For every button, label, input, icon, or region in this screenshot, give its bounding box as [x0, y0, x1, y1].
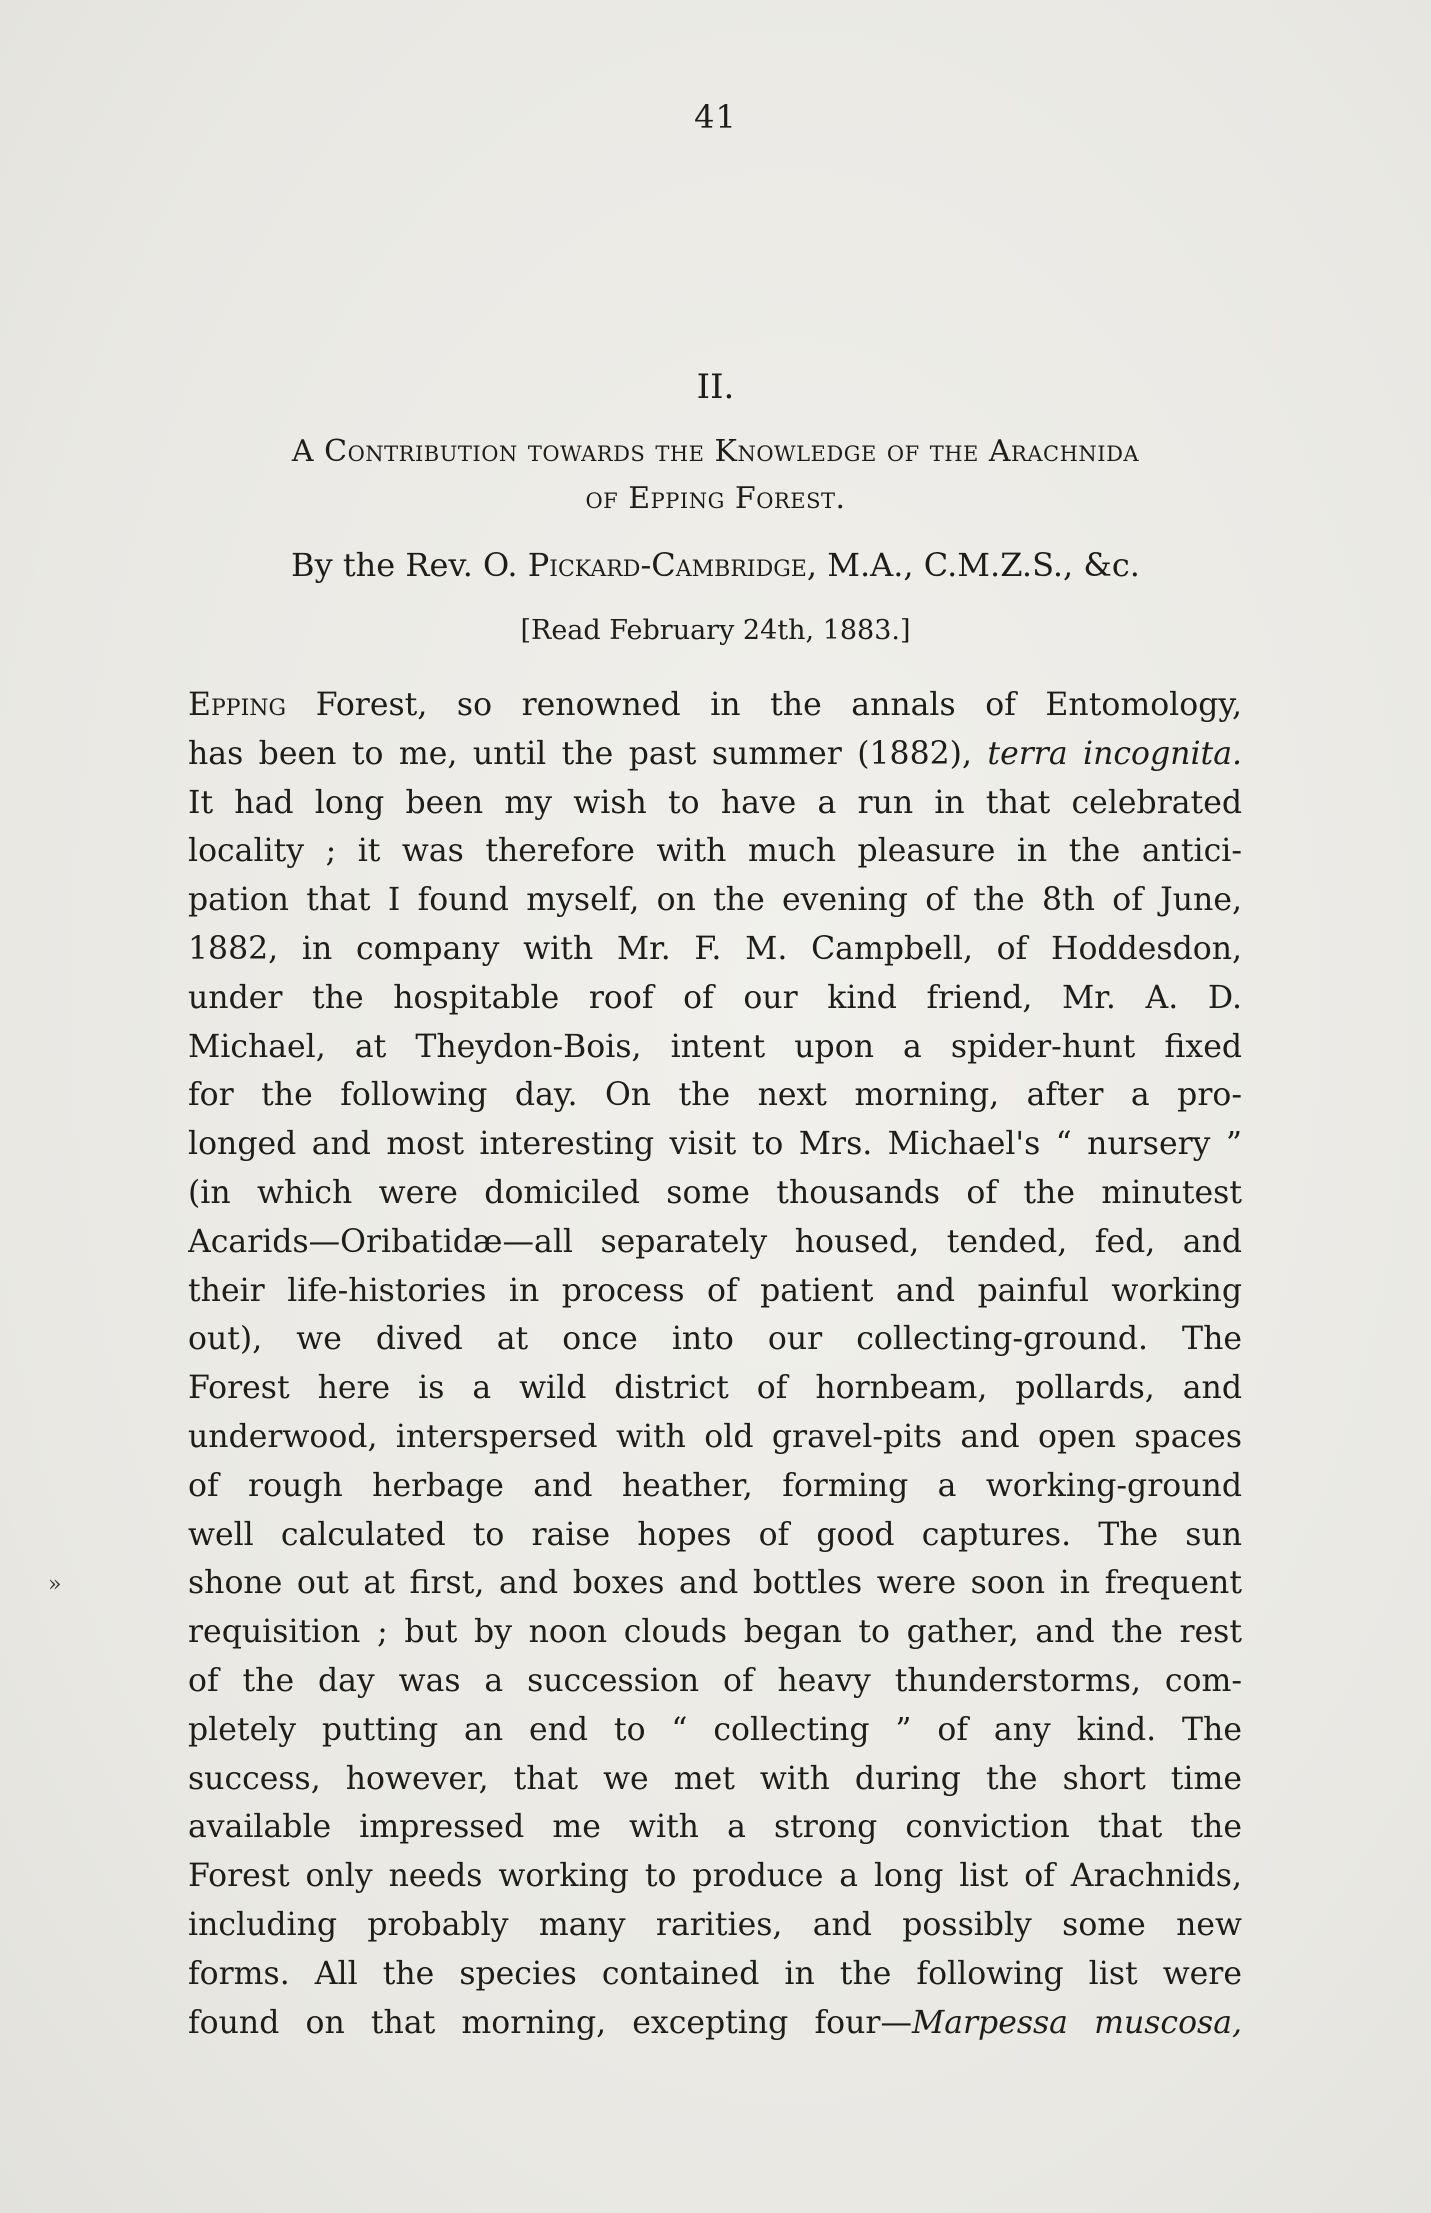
body-line: (in which were domiciled some thousands of the minutest	[188, 1174, 1242, 1211]
body-line: Forest here is a wild district of hornbeam, pollards, and	[188, 1370, 1242, 1407]
author-line	[0, 546, 1431, 584]
body-line: well calculated to raise hopes of good captures. The sun	[188, 1516, 1242, 1553]
body-line-text: Forest, so renowned in the annals of Entomology,	[286, 687, 1242, 723]
body-line: locality ; it was therefore with much pleasure in the antici-	[188, 833, 1242, 870]
read-date: [Read February 24th, 1883.]	[520, 615, 911, 646]
body-line: Forest only needs working to produce a long list of Arachnids,	[188, 1858, 1242, 1895]
author-name: Pickard-Cambridge	[527, 546, 807, 584]
body-line: of rough herbage and heather, forming a working-ground	[188, 1467, 1242, 1504]
body-line: underwood, interspersed with old gravel-pits and open spaces	[188, 1418, 1242, 1455]
body-line: Acarids—Oribatidæ—all separately housed, tended, fed, and	[188, 1223, 1242, 1260]
author-suffix: , M.A., C.M.Z.S., &c.	[806, 546, 1140, 584]
margin-mark: »	[48, 1572, 62, 1597]
body-line: longed and most interesting visit to Mrs. Michael's “ nursery ”	[188, 1126, 1242, 1163]
body-line: requisition ; but by noon clouds began to gather, and the rest	[188, 1614, 1242, 1651]
page-number: 41	[694, 98, 737, 136]
article-title-line-1: A Contribution towards the Knowledge of the Arachnida	[291, 434, 1140, 469]
drop-lead-word: Epping	[188, 687, 287, 723]
body-line: pation that I found myself, on the evening of the 8th of June,	[188, 882, 1242, 919]
body-line: shone out at first, and boxes and bottles were soon in frequent	[188, 1565, 1242, 1602]
body-line	[188, 681, 1242, 730]
body-line: forms. All the species contained in the following list were	[188, 1955, 1242, 1992]
body-line: under the hospitable roof of our kind friend, Mr. A. D.	[188, 979, 1242, 1016]
body-line: including probably many rarities, and possibly some new	[188, 1906, 1242, 1943]
body-line-text: has been to me, until the past summer (1882),	[188, 735, 988, 772]
body-line: for the following day. On the next morning, after a pro-	[188, 1077, 1242, 1114]
body-line: out), we dived at once into our collecting-ground. The	[188, 1321, 1242, 1358]
body-line	[188, 730, 1242, 779]
body-paragraph	[188, 681, 1242, 2047]
body-line: available impressed me with a strong conviction that the	[188, 1809, 1242, 1846]
author-prefix: By the Rev. O.	[291, 546, 528, 584]
body-line: Michael, at Theydon-Bois, intent upon a spider-hunt fixed	[188, 1028, 1242, 1065]
italic-phrase: terra incognita.	[987, 735, 1242, 772]
body-line: success, however, that we met with during the short time	[188, 1760, 1242, 1797]
article-title-line-2: of Epping Forest.	[585, 481, 846, 516]
section-numeral: II.	[696, 367, 735, 407]
body-line	[188, 1999, 1242, 2048]
body-line-text: found on that morning, excepting four—	[188, 2004, 912, 2041]
body-line: It had long been my wish to have a run in that celebrated	[188, 784, 1242, 821]
italic-species-name: Marpessa muscosa,	[911, 2004, 1242, 2041]
body-line: of the day was a succession of heavy thunderstorms, com-	[188, 1662, 1242, 1699]
body-line: their life-histories in process of patient and painful working	[188, 1272, 1242, 1309]
body-line: pletely putting an end to “ collecting ” of any kind. The	[188, 1711, 1242, 1748]
body-line: 1882, in company with Mr. F. M. Campbell, of Hoddesdon,	[188, 930, 1242, 967]
